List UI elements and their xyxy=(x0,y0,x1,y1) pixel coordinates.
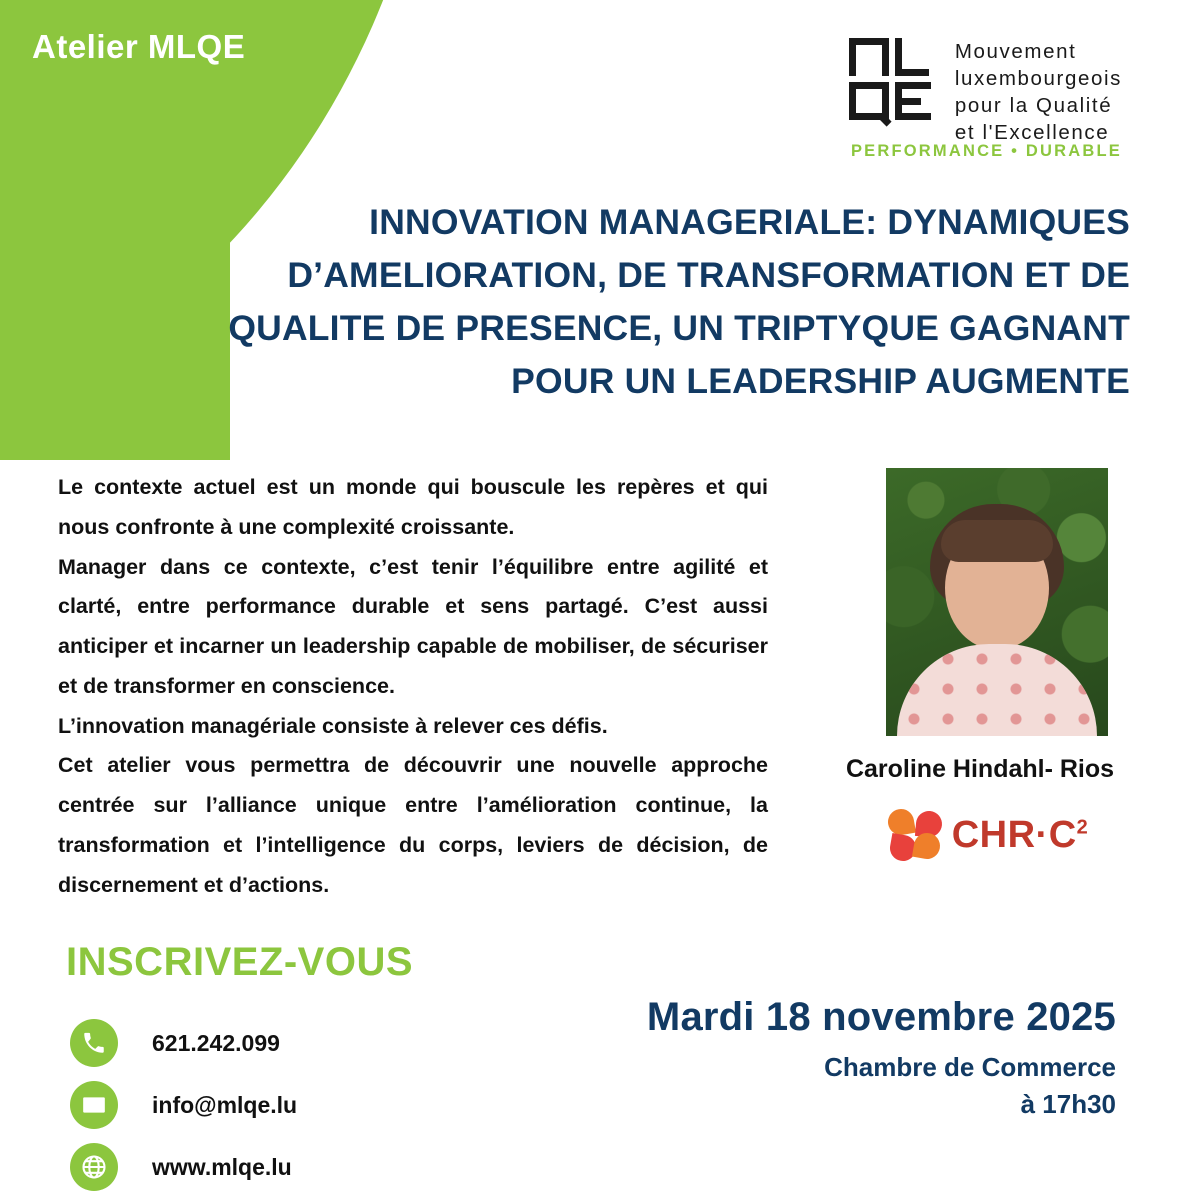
event-time: à 17h30 xyxy=(1020,1089,1116,1119)
phone-icon xyxy=(70,1019,118,1067)
globe-icon xyxy=(70,1143,118,1191)
logo-name-line-4: et l'Excellence xyxy=(954,121,1110,145)
event-info xyxy=(647,995,1116,1120)
contact-email-label: info@mlqe.lu xyxy=(152,1091,298,1118)
mlqe-logo-text xyxy=(955,38,1122,146)
description-paragraph: Le contexte actuel est un monde qui bouscule les repères et qui nous confronte à une complexité croissante. xyxy=(58,475,768,539)
chr-logo-mark-icon xyxy=(888,809,942,861)
event-date: Mardi 18 novembre 2025 xyxy=(646,995,1116,1039)
contact-email[interactable] xyxy=(70,1074,297,1136)
description-paragraph: Manager dans ce contexte, c’est tenir l’équilibre entre agilité et clarté, entre performance durable et sens partagé. C’est aussi anticiper et incarner un leadership capable de mobiliser, de sécuriser et de transformer en conscience. xyxy=(58,554,768,698)
contact-website[interactable] xyxy=(70,1136,297,1198)
letter-m-icon xyxy=(849,38,889,76)
chr-logo-superscript: 2 xyxy=(1076,815,1089,838)
logo-tagline: PERFORMANCE • DURABLE xyxy=(850,142,1122,160)
logo-name-line-1: Mouvement xyxy=(954,40,1077,63)
logo-name-line-2: luxembourgeois xyxy=(954,67,1122,91)
contact-phone[interactable] xyxy=(70,1012,297,1074)
atelier-label: Atelier MLQE xyxy=(32,28,246,65)
photo-fringe xyxy=(941,520,1053,562)
speaker-name: Caroline Hindahl- Rios xyxy=(845,755,1115,783)
contact-list xyxy=(70,1012,297,1198)
page-title: INNOVATION MANAGERIALE: DYNAMIQUES D’AMELIORATION, DE TRANSFORMATION ET DE QUALITE DE PRESENCE, UN TRIPTYQUE GAGNANT POUR UN LEADERSHIP AUGMENTE xyxy=(228,202,1130,401)
description-paragraph: L’innovation managériale consiste à relever ces défis. xyxy=(58,713,608,738)
logo-name-line-3: pour la Qualité xyxy=(954,94,1113,118)
chr-logo-label: CHR·C xyxy=(951,813,1077,856)
event-venue: Chambre de Commerce xyxy=(824,1052,1116,1082)
contact-phone-label: 621.242.099 xyxy=(152,1029,280,1056)
description-text xyxy=(58,468,768,905)
description-paragraph: Cet atelier vous permettra de découvrir une nouvelle approche centrée sur l’alliance unique entre l’amélioration continue, la transformation et l’intelligence du corps, leviers de décision, de discernement et d’actions. xyxy=(58,753,768,897)
envelope-icon xyxy=(70,1081,118,1129)
registration-heading: INSCRIVEZ-VOUS xyxy=(66,940,414,984)
letter-l-icon xyxy=(895,38,935,76)
letter-e-icon xyxy=(895,82,935,120)
chr-logo-text xyxy=(952,814,1089,857)
speaker-photo xyxy=(886,468,1108,736)
mlqe-logo xyxy=(849,38,1122,146)
letter-q-icon xyxy=(849,82,889,120)
chr-company-logo xyxy=(868,805,1108,865)
mlqe-logo-mark xyxy=(849,38,941,126)
contact-website-label: www.mlqe.lu xyxy=(152,1153,292,1180)
